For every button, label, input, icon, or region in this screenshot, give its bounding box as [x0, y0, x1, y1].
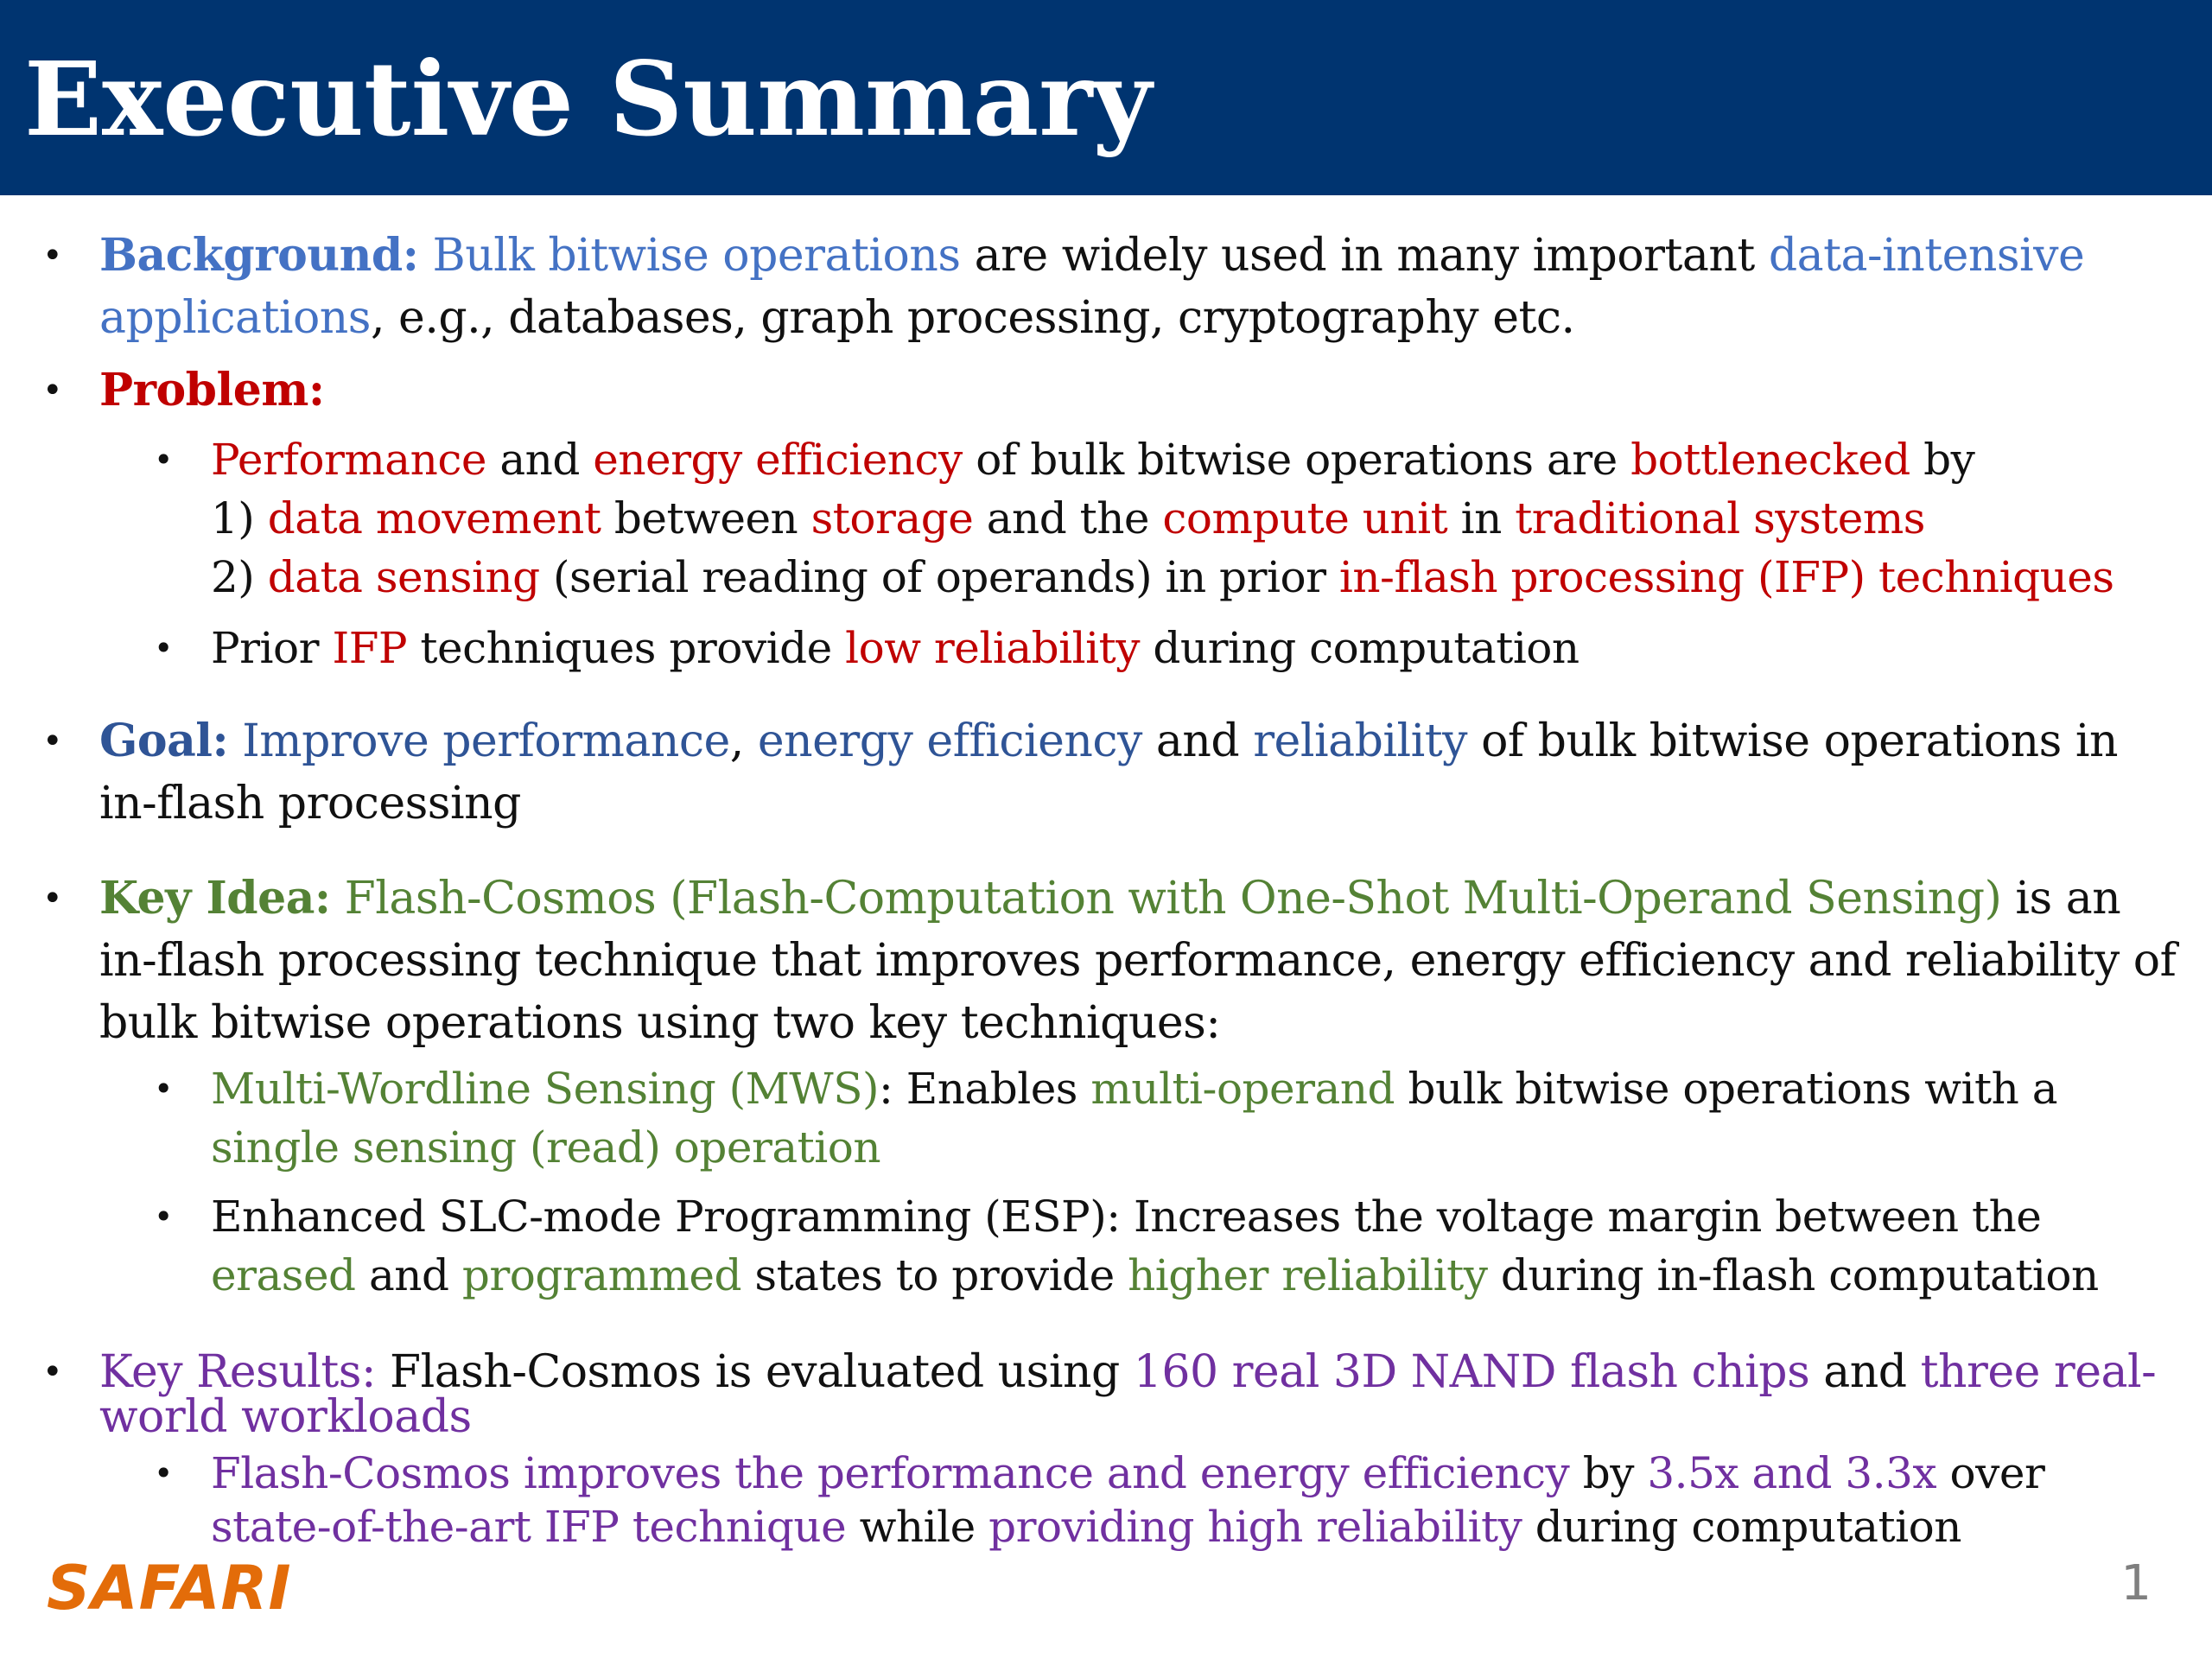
bullet-problem — [99, 359, 2182, 422]
problem-sub1-line2-7: in — [1447, 493, 1516, 543]
problem-sub2-text-1: Prior — [211, 623, 333, 673]
results-sub1-text-3: 3.5x and 3.3x — [1647, 1448, 1937, 1498]
goal-text-1: Improve performance — [228, 715, 730, 767]
problem-sub1-line2-2: data movement — [267, 493, 601, 543]
key-idea-sub2-text-1: Enhanced SLC-mode Programming (ESP): Increases the voltage margin between the — [211, 1192, 2042, 1242]
problem-sub1-text-5: bottlenecked — [1630, 435, 1910, 485]
problem-sub1-text-1: Performance — [211, 435, 486, 485]
problem-sub1-line2-4: storage — [810, 493, 974, 543]
page-number: 1 — [2120, 1555, 2152, 1611]
bullet-key-idea — [99, 868, 2182, 1054]
bullet-problem-sub2 — [211, 619, 2172, 677]
problem-sub1-text-4: of bulk bitwise operations are — [962, 435, 1631, 485]
problem-sub1-line3-3: (serial reading of operands) in prior — [539, 552, 1339, 602]
problem-sub2-text-4: low reliability — [845, 623, 1140, 673]
key-idea-sub1-text-5: single sensing (read) operation — [211, 1122, 881, 1173]
results-sub1-text-5: state-of-the-art IFP technique — [211, 1502, 847, 1552]
key-idea-sub1-text-2: : Enables — [878, 1064, 1091, 1114]
goal-label: Goal: — [99, 715, 229, 767]
bullet-background — [99, 225, 2182, 349]
key-idea-sub2-text-7: during in-flash computation — [1487, 1250, 2099, 1300]
results-text-3: and — [1809, 1346, 1921, 1398]
problem-sub1-text-2: and — [486, 435, 594, 485]
title-bar — [0, 0, 2212, 195]
goal-text-2: , — [729, 715, 758, 767]
key-idea-sub2-text-6: higher reliability — [1128, 1250, 1488, 1300]
problem-sub1-line2-3: between — [601, 493, 811, 543]
problem-sub2-text-2: IFP — [332, 623, 408, 673]
key-idea-text-1: Flash-Cosmos (Flash-Computation with One-Shot Multi-Operand Sensing) — [330, 873, 2002, 925]
key-idea-sub2-text-3: and — [355, 1250, 462, 1300]
background-text-2: are widely used in many important — [960, 230, 1769, 282]
results-text-4: three real-world workloads — [99, 1346, 2157, 1443]
problem-sub2-text-3: techniques provide — [407, 623, 846, 673]
results-sub1-text-4: over — [1936, 1448, 2045, 1498]
results-sub1-text-1: Flash-Cosmos improves the performance and energy efficiency — [211, 1448, 1570, 1498]
problem-sub1-line3-4: in-flash processing (IFP) techniques — [1338, 552, 2114, 602]
key-idea-label: Key Idea: — [99, 872, 331, 925]
results-sub1-text-7: providing high reliability — [988, 1502, 1522, 1552]
goal-text-6: of bulk bitwise operations in in-flash processing — [99, 715, 2118, 830]
results-text-1: Flash-Cosmos is evaluated using — [375, 1346, 1134, 1398]
key-idea-sub1-text-3: multi-operand — [1090, 1064, 1395, 1114]
key-idea-sub2-text-5: states to provide — [741, 1250, 1128, 1300]
problem-sub1-text-3: energy efficiency — [593, 435, 963, 485]
results-text-2: 160 real 3D NAND flash chips — [1133, 1346, 1810, 1398]
slide-title: Executive Summary — [24, 39, 1152, 159]
problem-sub1-text-6: by — [1910, 435, 1975, 485]
background-text-4: , e.g., databases, graph processing, cryptography etc. — [370, 292, 1575, 344]
results-label: Key Results: — [99, 1346, 376, 1398]
bullet-key-results — [99, 1346, 2182, 1443]
key-idea-sub2-text-4: programmed — [461, 1250, 742, 1300]
key-idea-sub1-text-4: bulk bitwise operations with a — [1395, 1064, 2058, 1114]
results-sub1-text-2: by — [1569, 1448, 1648, 1498]
bullet-key-results-sub1 — [211, 1446, 2172, 1554]
problem-sub1-line3-1: 2) — [211, 552, 268, 602]
bullet-problem-sub1 — [211, 430, 2172, 607]
problem-sub2-text-5: during computation — [1140, 623, 1580, 673]
key-idea-text-2: is an in-flash processing technique that improves performance, energy efficiency and reliability of bulk bitwise operations using two key techniques: — [99, 873, 2177, 1049]
problem-sub1-line2-6: compute unit — [1162, 493, 1448, 543]
goal-text-5: reliability — [1253, 715, 1468, 767]
safari-logo: SAFARI — [47, 1553, 292, 1624]
key-idea-sub2-text-2: erased — [211, 1250, 356, 1300]
problem-sub1-line3-2: data sensing — [267, 552, 540, 602]
results-sub1-text-6: while — [846, 1502, 989, 1552]
goal-text-4: and — [1141, 715, 1254, 767]
goal-text-3: energy efficiency — [757, 715, 1142, 767]
problem-label: Problem: — [99, 364, 325, 416]
problem-sub1-line2-1: 1) — [211, 493, 268, 543]
bullet-key-idea-sub2 — [211, 1187, 2172, 1305]
bullet-key-idea-sub1 — [211, 1059, 2172, 1177]
background-label: Background: — [99, 229, 419, 282]
results-sub1-text-8: during computation — [1522, 1502, 1961, 1552]
background-text-1: Bulk bitwise operations — [432, 230, 961, 282]
background-text-3: data-intensive applications — [99, 230, 2085, 344]
key-idea-sub1-text-1: Multi-Wordline Sensing (MWS) — [211, 1064, 879, 1114]
problem-sub1-line2-5: and the — [973, 493, 1163, 543]
problem-sub1-line2-8: traditional systems — [1515, 493, 1925, 543]
bullet-goal — [99, 710, 2182, 835]
